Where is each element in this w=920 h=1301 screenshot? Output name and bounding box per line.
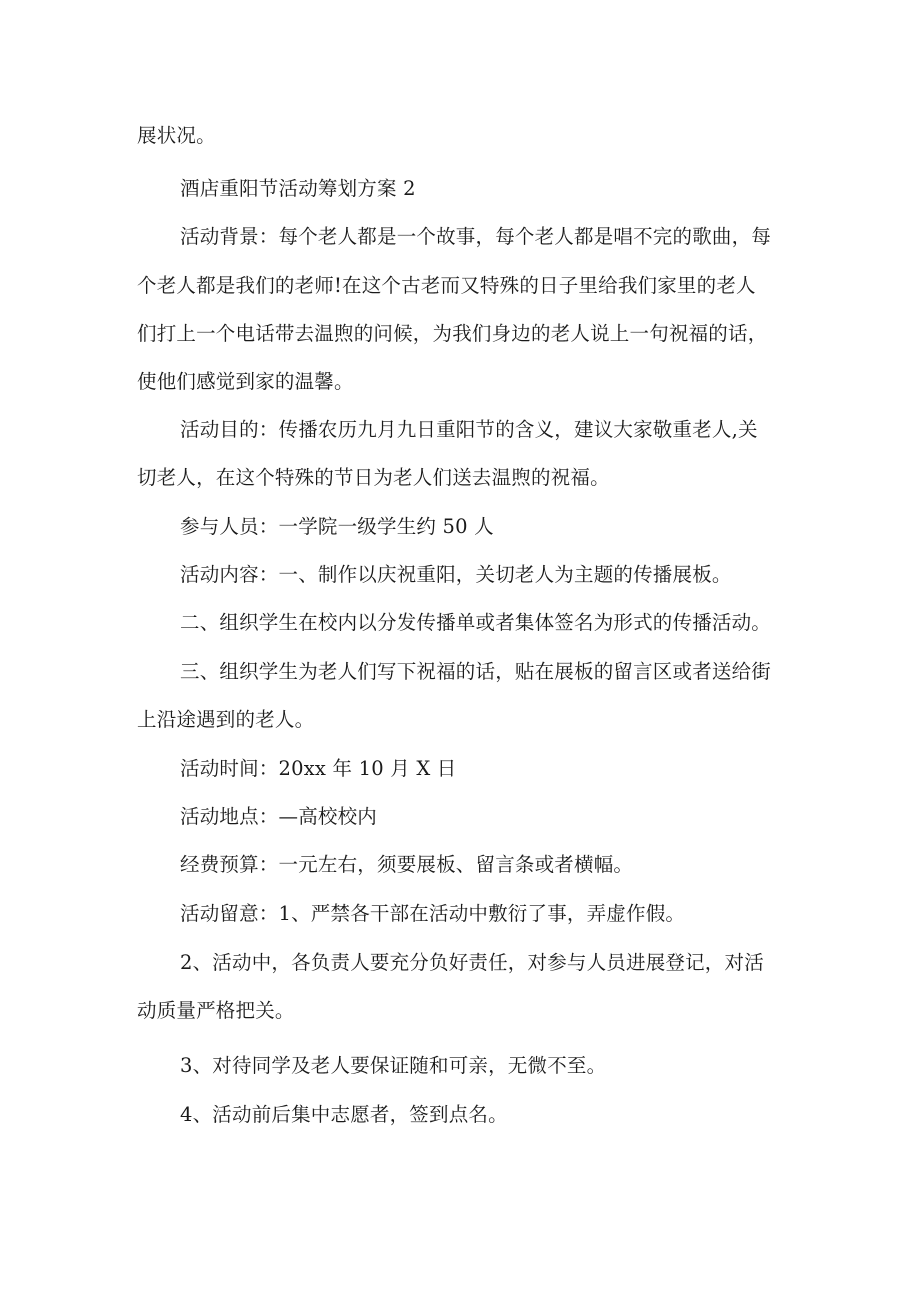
paragraph-line-21: 4、活动前后集中志愿者，签到点名。: [180, 1103, 508, 1126]
section-title: 酒店重阳节活动筹划方案 2: [180, 177, 416, 200]
paragraph-line-15: 活动地点：—高校校内: [180, 805, 378, 828]
paragraph-line-1: 展状况。: [137, 124, 216, 147]
paragraph-line-7: 活动目的：传播农历九月九日重阳节的含义，建议大家敬重老人,关: [180, 418, 758, 441]
paragraph-line-16: 经费预算：一元左右，须要展板、留言条或者横幅。: [180, 853, 634, 876]
paragraph-line-9: 参与人员：一学院一级学生约 50 人: [180, 515, 494, 538]
paragraph-line-11: 二、组织学生在校内以分发传播单或者集体签名为形式的传播活动。: [180, 611, 772, 634]
paragraph-line-14: 活动时间：20xx 年 10 月 X 日: [180, 757, 457, 780]
paragraph-line-10: 活动内容：一、制作以庆祝重阳，关切老人为主题的传播展板。: [180, 563, 732, 586]
paragraph-line-8: 切老人，在这个特殊的节日为老人们送去温煦的祝福。: [137, 466, 610, 489]
paragraph-line-19: 动质量严格把关。: [137, 999, 295, 1022]
paragraph-line-13: 上沿途遇到的老人。: [137, 708, 315, 731]
paragraph-line-17: 活动留意：1、严禁各干部在活动中敷衍了事，弄虚作假。: [180, 902, 686, 925]
paragraph-line-4: 个老人都是我们的老师!在这个古老而又特殊的日子里给我们家里的老人: [137, 274, 756, 297]
paragraph-line-12: 三、组织学生为老人们写下祝福的话，贴在展板的留言区或者送给街: [180, 660, 772, 683]
paragraph-line-18: 2、活动中，各负责人要充分负好责任，对参与人员进展登记，对活: [180, 951, 764, 974]
paragraph-line-20: 3、对待同学及老人要保证随和可亲，无微不至。: [180, 1054, 607, 1077]
paragraph-line-6: 使他们感觉到家的温馨。: [137, 370, 354, 393]
paragraph-line-3: 活动背景：每个老人都是一个故事，每个老人都是唱不完的歌曲，每: [180, 225, 772, 248]
paragraph-line-5: 们打上一个电话带去温煦的问候，为我们身边的老人说上一句祝福的话，: [137, 322, 768, 345]
